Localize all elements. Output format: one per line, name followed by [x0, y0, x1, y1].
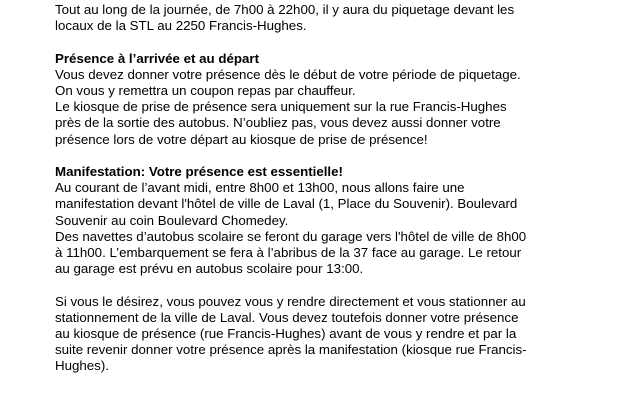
paragraph-line: Si vous le désirez, vous pouvez vous y rendre directement et vous stationner au: [55, 293, 526, 309]
paragraph-line: Vous devez donner votre présence dès le début de votre période de piquetage.: [55, 66, 521, 82]
paragraph-gap: [55, 34, 600, 50]
paragraph-line: au garage est prévu en autobus scolaire pour 13:00.: [55, 261, 364, 277]
presence-paragraph: [55, 67, 600, 148]
paragraph-line: à 11h00. L’embarquement se fera à l’abribus de la 37 face au garage. Le retour: [55, 245, 522, 261]
paragraph-line: Souvenir au coin Boulevard Chomedey.: [55, 212, 289, 228]
paragraph-line: suite revenir donner votre présence après la manifestation (kiosque rue Francis-: [55, 342, 527, 358]
paragraph-gap: [55, 277, 600, 293]
paragraph-line: Hughes).: [55, 358, 109, 374]
document-page: [55, 0, 600, 375]
paragraph-line: manifestation devant l'hôtel de ville de Laval (1, Place du Souvenir). Boulevard: [55, 196, 518, 212]
paragraph-line: Tout au long de la journée, de 7h00 à 22h00, il y aura du piquetage devant les: [55, 2, 515, 17]
paragraph-gap: [55, 148, 600, 164]
paragraph-line: près de la sortie des autobus. N’oubliez pas, vous devez aussi donner votre: [55, 115, 501, 131]
manifestation-paragraph: [55, 180, 600, 277]
paragraph-line: stationnement de la ville de Laval. Vous devez toutefois donner votre présence: [55, 309, 519, 325]
section-heading-presence: Présence à l’arrivée et au départ: [55, 50, 259, 66]
paragraph-line: locaux de la STL au 2250 Francis-Hughes.: [55, 18, 307, 34]
paragraph-line: On vous y remettra un coupon repas par chauffeur.: [55, 83, 356, 98]
section-heading-manifestation: Manifestation: Votre présence est essentielle!: [55, 164, 343, 179]
paragraph-line: présence lors de votre départ au kiosque de prise de présence!: [55, 131, 428, 147]
picketing-paragraph: [55, 0, 600, 34]
paragraph-line: Au courant de l’avant midi, entre 8h00 et 13h00, nous allons faire une: [55, 180, 465, 196]
paragraph-line: Des navettes d’autobus scolaire se feront du garage vers l'hôtel de ville de 8h00: [55, 228, 527, 244]
parking-paragraph: [55, 294, 600, 375]
paragraph-line: au kiosque de présence (rue Francis-Hughes) avant de vous y rendre et par la: [55, 326, 517, 342]
paragraph-line: Le kiosque de prise de présence sera uniquement sur la rue Francis-Hughes: [55, 99, 507, 115]
